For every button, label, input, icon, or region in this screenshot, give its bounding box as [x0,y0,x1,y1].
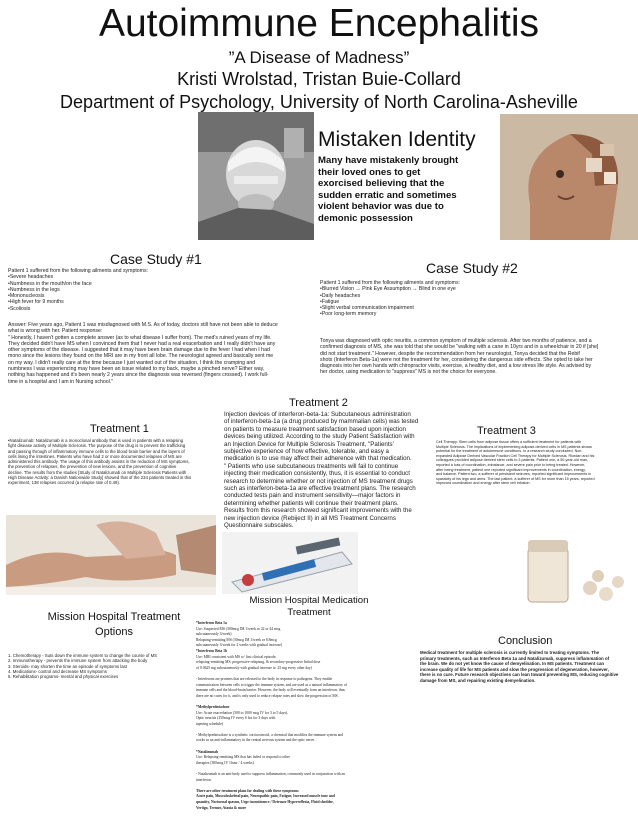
case2-symptom: •Fatigue [320,298,340,305]
case2-symptom: •Slight verbal communication impairment [320,305,414,312]
med-line: subcutaneously 3/week for 2 weeks with gradual increase) [196,643,283,648]
treatment2-line: " Patients who use subcutaneous treatments will fail to continue [224,462,399,470]
mission-options-heading [20,610,208,640]
mission-option-item: 5. Rehabilitation programs- mental and physical exercises [8,674,119,680]
treatment-3-body [436,440,595,486]
mistaken-line: Many have mistakenly brought [318,155,459,166]
treatment1-line: •Natalizumab: Natalizumab is a monoclonal antibody that is used in patients with a relapsing [8,438,184,443]
poster-authors: Kristi Wrolstad, Tristan Buie-Collard [177,69,461,89]
case1-line: They decided didn't have MS when I convinced them that I never had a real exacerbation and I really didn't have any [8,340,276,347]
treatment2-line: such as interferon-beta-1a are effective treatment plans. The research [224,485,416,493]
poster-department: Department of Psychology, University of North Carolina-Asheville [60,92,578,112]
injection-device-photo [222,532,358,594]
case2-line: her doctor, using medication to "suppress" MS is not the choice for everyone. [320,369,497,376]
mission-option-item: 2. Immunotherapy - prevents the immune system from attacking the body [8,658,148,664]
case-study-1-answer [8,322,278,385]
treatment3-line: Cell Therapy: Stem cells from adipose tissue offers a sufficient treatment for patients with [436,440,582,444]
mission-medication-heading-line: Treatment [287,607,331,618]
mission-medication-heading-line: Mission Hospital Medication [249,595,369,606]
conclusion-line: Medical treatment for multiple sclerosis is currently limited to treating symptoms. The [420,650,600,655]
conclusion-line: damage from MS, and repairing existing demyelination. [420,677,536,683]
case-study-2-body [320,280,460,318]
treatment3-line: potential for the treatment of autoimmune conditions. In a research study conducted, Non- [436,449,583,454]
mission-options-heading-line: Options [95,626,133,638]
case2-line: shots (Interferon Beta-1a) were not the treatment for her, considering the dangerous side effects. She opted to take her [320,356,593,363]
med-line: immune cells and the blood-brain barrier. However, the body will eventually form an interferon, thus [196,688,345,693]
conclusion-heading: Conclusion [498,635,553,647]
treatment2-line: an Injection Device for Multiple Sclerosis Treatment, "Patients' [224,440,394,448]
case-study-1-body [8,268,148,312]
treatment2-line: determining whether patients will continue their treatment plans. [224,499,399,507]
case2-symptom: •Blurred Vision → Pink Eye Assumption → Blind in one eye [320,286,456,293]
med-line: interferon. [196,777,212,782]
med-line: *Natalizumab [196,749,219,754]
treatment2-line: subjective experience of how effective, tolerable, and easy a [224,448,389,456]
treatment1-line: High Disease Activity: a Danish Nationwide Study] showed that of the 234 patients treated in this [8,475,192,481]
treatment1-line: decline. The results from the studies [Study of Natalizumab on Multiple Sclerosis Patients with [8,469,187,475]
treatment2-line: of interferon-beta-1a (a drug produced by mammalian cells) was tested [224,418,419,426]
med-line: tapering schedule) [196,721,224,726]
treatment2-line: Results from this research showed significant improvements with the [224,507,412,515]
poster-title: Autoimmune Encephalitis [98,2,540,45]
med-line: quantity, Nocturnal spasms, Urge incontinence / Detrusor Hyperreflexia, Fluid shedder, [196,800,334,804]
treatment1-line: experiment, 138 relapses occurred (a relapse rate of 0.49). [8,480,121,486]
med-line: therapies (300mcg IV 1hour / 4 weeks) [196,760,254,765]
case1-line: time in a hospital and I am in Nursing school." [8,378,114,385]
med-line: relapsing-remitting MS, progressive-relapsing, & secondary-progressive Initial dose [196,660,321,665]
mission-medication-body [196,621,347,811]
treatment-1-body [8,438,191,486]
med-line: - Natalizumab is an anti-body used to suppress inflammation, commonly used in conjunction with an [196,772,346,777]
treatment2-line: on patients to measure treatment satisfaction based upon injection [224,425,406,433]
mistaken-line: exorcised believing that the [318,178,445,190]
mission-option-item: 1. Chemotherapy - Suts down the immune system to change the course of MS [8,653,158,658]
treatment-1-heading: Treatment 1 [90,423,149,435]
case-study-2-heading: Case Study #2 [426,260,518,276]
case1-line: " Honestly, I haven't gotten a complete answer (as to what disease I suffer from). The med's ruined years of my life. [8,334,272,341]
med-line: *Interferon Beta 1a [196,621,227,625]
med-line: Vertigo, Tremor, Ataxia & more [196,805,247,810]
med-line: of 0.0625 mg subcutaneously with gradual increase to .25 mg every other day) [196,665,312,670]
case1-line: nothing has happened and it's been nearly 2 years since the diagnosis was reversed (fingers crossed). I work full- [8,372,269,379]
med-line: Use: Acute exacerbation (500 to 1000 mcg IV for 3 to 5 days). [196,710,289,715]
conclusion-line: there is no cure. Future research objectives can lean toward preventing MS, reducing cognitive [420,672,619,678]
med-line: Use: Suspected MS (300mcg IM 1/week or 22 or 44 mcg [196,626,281,631]
case1-symptom: •High fever for 9 months [8,299,64,306]
treatment2-line: new injection device (Rebiject II) in all MS Treatment Concerns [224,514,396,522]
case2-line: Tonya was diagnosed with optic neuritis, a common symptom of multiple sclerosis. After two months of patience, and a [320,338,592,344]
case2-symptom: •Daily headaches [320,292,361,299]
med-line: Optic neuritis (250mcg IV every 6 hrs for 3 days with [196,716,276,721]
med-line: Relapsing-remitting MS (30mcg IM 1/week or 8.8mcg [196,637,277,642]
treatment1-line: cells lining the intestines. Patients who have had 2 or more documented relapses of MS are [8,453,182,459]
conclusion-line: increase quality of life for MS patients and slow the progression of degeneration, however, [420,666,609,672]
mistaken-identity-heading: Mistaken Identity [318,128,476,151]
case1-line: on my way. I didn't really care at the time because I just wanted out of the situation. I think the cramping and [8,359,256,366]
case1-symptom: •Mononucleosis [8,293,45,300]
treatment2-line: Injection devices of interferon-beta-1a: Subcutaneous administration [224,411,411,418]
med-line: there are no cures for it, and is only used to reduce relapse rates and slow the progression of MS. [196,693,339,698]
treatment2-line: conducted tests pain and instrument sensitivity—major factors in [224,492,401,500]
case1-line: what is wrong with her. Patient response: [8,328,103,335]
case2-intro: Patient 1 suffered from the following ailments and symptoms: [320,280,461,286]
treatment3-line: spasticity of his legs and arms. The last patient, a sufferer of MS for more than 15 years, reported [436,476,595,481]
case1-intro: Patient 1 suffered from the following ailments and symptoms: [8,268,149,274]
conclusion-body [420,650,618,684]
mission-option-item: 4. Medications- control and decrease MS symptoms [8,668,107,674]
med-line: Use: Relapsing-remitting MS that has failed or respond to other [196,755,290,760]
case-study-2-answer [320,338,598,376]
treatment3-line: improved coordination and energy after stem cell infusion. [436,481,531,486]
med-line: There are other treatment plans for dealing with these symptoms: [196,788,300,793]
med-line: communication between cells to trigger the immune system, and are used as a natural inflammatory of [196,682,347,687]
mission-options-heading-line: Mission Hospital Treatment [47,611,181,623]
case-study-1-heading: Case Study #1 [110,251,202,267]
case1-line: mono since the lesions they found on the MRI are in my front all lobe. The neurologist agreed and basically sent me [8,353,274,360]
treatment3-line: colleagues provided adipose derived stem cells to 3 patients. Patient one, a 50-year-old man, [436,458,589,463]
treatment3-line: after being treatment, patient one reported significant improvements in coordination, energy, [436,467,586,472]
med-line: Use: MRI consistent with MS w/ first clinical episode, [196,654,277,659]
mistaken-line: violent behavior was due to [318,201,444,213]
med-line: *Interferon Beta 1b [196,648,228,653]
mission-options-list [8,653,157,679]
mistaken-line: demonic possession [318,212,413,224]
treatment1-line: the prevention of relapses, the prevention of new lesions, and the prevention of cognitive [8,464,177,470]
pill-bottle-photo [514,518,638,610]
case2-symptom: •Poor long-term memory [320,311,377,318]
bandaged-patient-photo [198,112,314,240]
conclusion-line: primary treatments, such as Interferon Beta 1a and Natalizumab, suppress inflammation of [420,655,610,661]
conclusion-line: the brain. We do not yet know the cause of demyelination. In MS patients. Treatment can [420,661,605,667]
treatment2-line: research to determine whether or not injection of MS treatment drugs [224,477,413,485]
case2-line: diagnosis into her own hands with chiropractor visits, exercise, a healthy diet, and a low stress life style. As advised by [320,363,592,370]
treatment3-line: reported a loss of coordination, imbalance, and severe pain prior to being treated. However, [436,462,586,467]
case1-symptom: •Severe headaches [8,274,54,281]
treatment2-line: injecting their medication consistently, thus, it is essential to conduct [224,470,410,478]
treatment1-line: administered this antibody. The usage of this antibody assists in the reduction of MS symptoms, [8,459,190,465]
med-line: subcutaneously 3/week) [196,632,232,637]
case1-line: Answer: Five years ago, Patient 1 was misdiagnosed with M.S. As of today, doctors still have not been able to deduce [8,322,278,328]
case1-line: other symptoms of the disease. I suggested that it may have been brain damage due to the fever I had when I had [8,347,270,354]
treatment-2-heading: Treatment 2 [289,397,348,409]
mistaken-line: sudden erratic and sometimes [318,189,457,201]
case1-symptom: •Numbness in the legs [8,286,60,293]
med-line: works as an anti-inflammatory in the central nervous system and the optic nerve. [196,738,316,743]
mission-medication-heading [224,595,394,619]
med-line: - Methylprednisolone is a synthetic corticosteroid, a chemical that modifies the immune system and [196,732,344,737]
treatment3-line: Multiple Sclerosis. The implications of implementing adipose-derived cells in MS patients shows [436,444,592,449]
case1-line: numbness I was experiencing may have been an issue related to my back, maybe a pinched nerve? Either way, [8,366,265,373]
treatment3-line: expanded Adipose Derived Vascular Fraction Cell Therapy for Multiple Sclerosis, Riordan and his [436,453,595,458]
mistaken-identity-text [318,155,458,225]
mistaken-line: their loved ones to get [318,166,421,178]
mission-option-item: 3. Steroids- may shorten the time an episode of symptoms last [8,663,127,669]
treatment-3-heading: Treatment 3 [477,425,536,437]
treatment1-line: and passing through of inflammatory immune cells to the blood brain barrier and the layers of [8,448,185,454]
case1-symptom: •Numbness in the mouth/on the face [8,280,92,287]
case2-line: did not start treatment." However, despite the recommendation from her neurologist, Tonya decided that the Rebif [320,350,580,357]
med-line: - Interferons are proteins that are released to the body in response to pathogens. They enable [196,676,333,681]
poster-subtitle: ”A Disease of Madness” [228,48,410,67]
med-line: *Methylprednisolone [196,704,230,709]
head-puzzle-photo [500,114,638,240]
treatment2-line: Questionnaire subscales. [224,522,294,530]
treatment2-line: devices being utilized. According to the study Patient Satisfaction with [224,433,415,441]
hands-photo [6,515,216,595]
treatment2-line: medication is to use may affect their adherence with that medication. [224,455,412,463]
med-line: Acute pain, Musculoskeletal pain, Neuropathic pain, Fatigue, Increased muscle tone and [196,794,335,799]
case2-line: confirmed diagnosis of MS, she was told that she would be "walking with a cane in 10yrs and in a wheelchair in 20 if [she] [320,344,599,351]
treatment-2-body [224,411,418,530]
treatment3-line: and balance. Patient two, a sufferer of persistent seizures, reported significant improvements in [436,472,592,477]
treatment1-line: fight disease activity of Multiple Sclerosis. The purpose of the drug is to prevent the trafficking [8,443,186,449]
case1-symptom: •Scoliosis [8,305,31,312]
